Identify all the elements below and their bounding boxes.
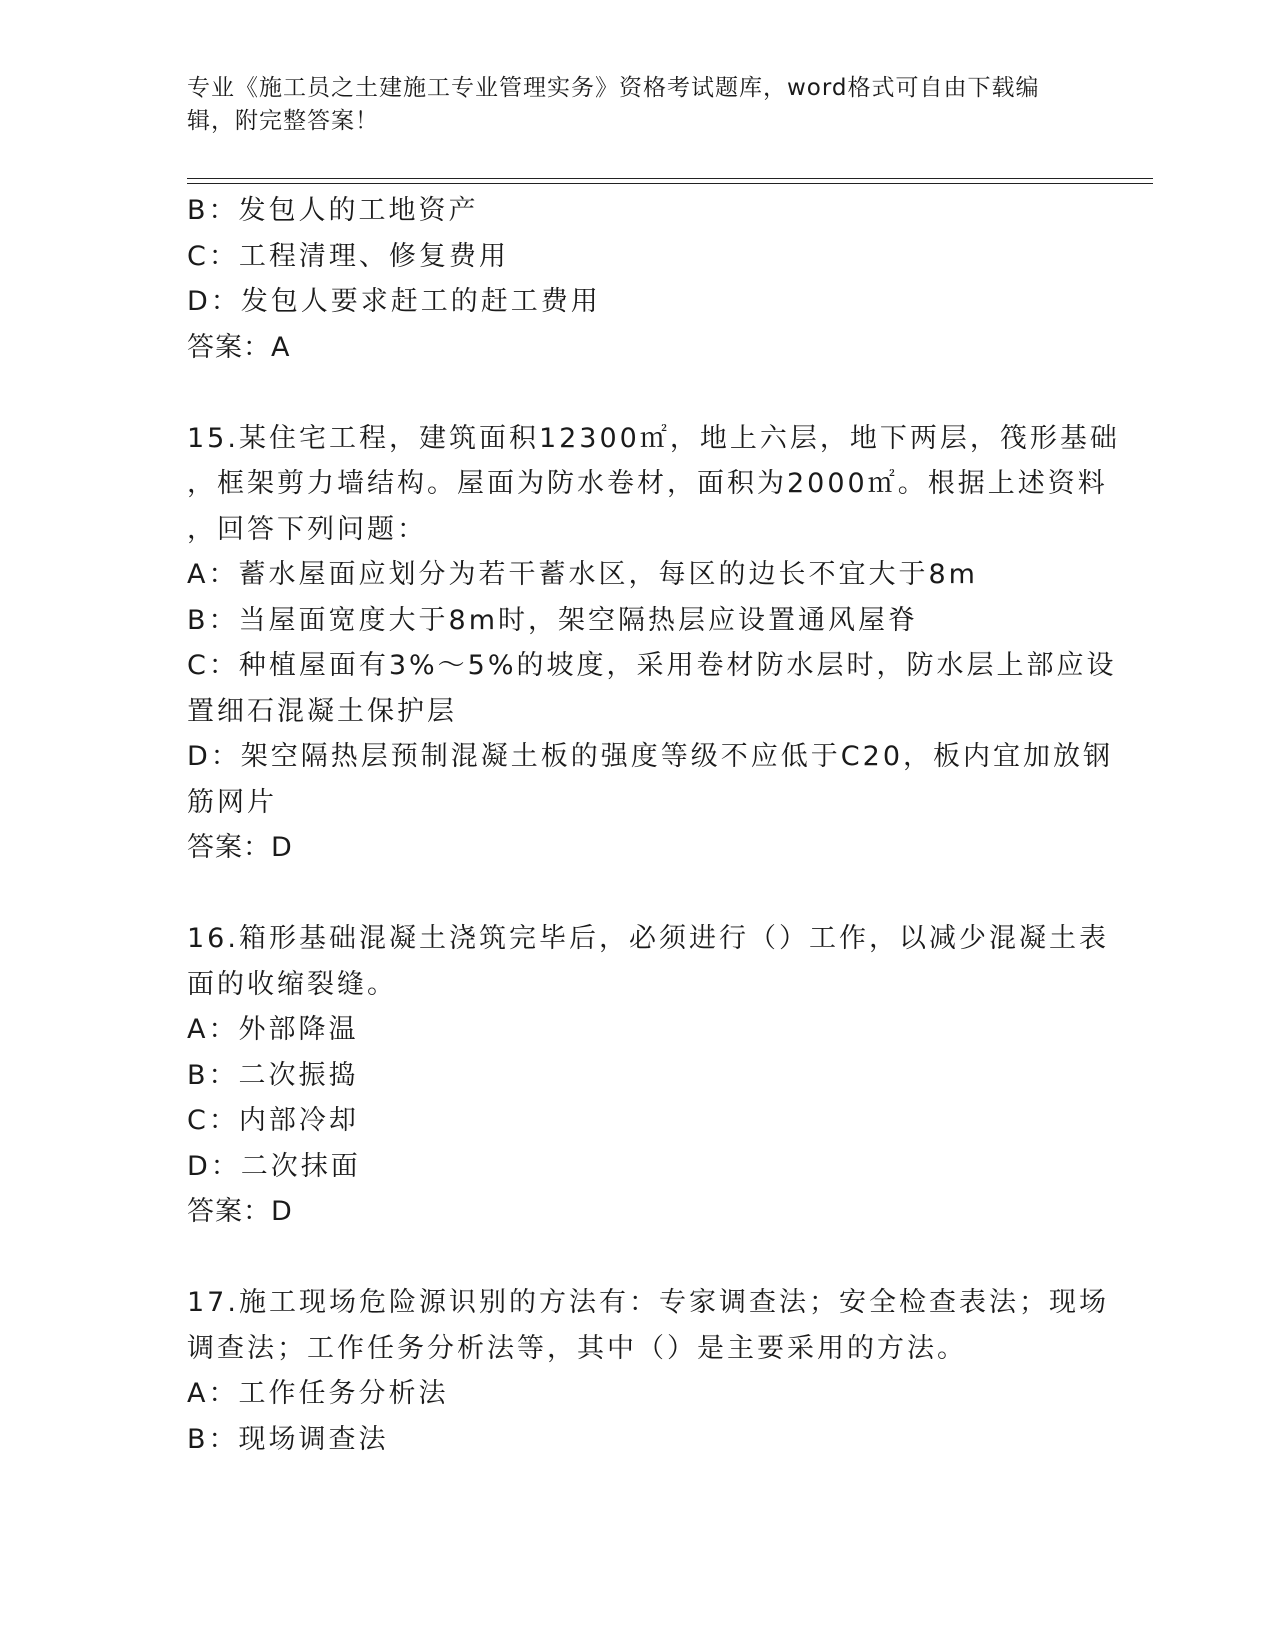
question-stem: 调查法；工作任务分析法等，其中（）是主要采用的方法。 [187,1332,967,1364]
question-stem: 15.某住宅工程，建筑面积12300㎡，地上六层，地下两层，筏形基础 [187,422,1120,454]
question-list [187,188,1120,1462]
question-stem: 面的收缩裂缝。 [187,968,397,1000]
option-b: B：当屋面宽度大于8m时，架空隔热层应设置通风屋脊 [187,604,919,636]
question-14 [187,188,1087,370]
option-a: A：外部降温 [187,1014,359,1045]
option-a: A：工作任务分析法 [187,1378,449,1409]
option-a: A：蓄水屋面应划分为若干蓄水区，每区的边长不宜大于8m [187,559,978,590]
option-b: B：发包人的工地资产 [187,195,479,226]
question-17 [187,1280,1109,1462]
spacer [187,871,1087,917]
option-b: B：现场调查法 [187,1423,389,1455]
option-c: C：工程清理、修复费用 [187,240,509,272]
answer: 答案：A [187,331,291,363]
header-line-1: 专业《施工员之土建施工专业管理实务》资格考试题库，word格式可自由下载编 [187,75,1040,101]
spacer [187,1235,1087,1281]
question-15 [187,416,1120,871]
option-d: D：发包人要求赶工的赶工费用 [187,286,601,317]
question-stem: ，回答下列问题： [187,513,427,545]
spacer [187,370,1087,416]
page-header [187,72,1087,138]
answer: 答案：D [187,832,293,863]
option-c-continued: 置细石混凝土保护层 [187,695,457,727]
option-d: D：二次抹面 [187,1150,361,1182]
option-d: D：架空隔热层预制混凝土板的强度等级不应低于C20，板内宜加放钢 [187,741,1113,772]
question-stem: 16.箱形基础混凝土浇筑完毕后，必须进行（）工作，以减少混凝土表 [187,923,1109,954]
option-b: B：二次振捣 [187,1059,359,1091]
question-stem: ，框架剪力墙结构。屋面为防水卷材，面积为2000㎡。根据上述资料 [187,468,1108,499]
header-line-2: 辑，附完整答案！ [187,108,379,134]
header-divider-top [187,178,1153,179]
header-divider-bottom [187,183,1153,184]
question-stem: 17.施工现场危险源识别的方法有：专家调查法；安全检查表法；现场 [187,1287,1109,1318]
question-16 [187,916,1109,1235]
option-d-continued: 筋网片 [187,786,277,818]
answer: 答案：D [187,1196,293,1227]
option-c: C：内部冷却 [187,1105,359,1136]
option-c: C：种植屋面有3%～5%的坡度，采用卷材防水层时，防水层上部应设 [187,650,1117,681]
